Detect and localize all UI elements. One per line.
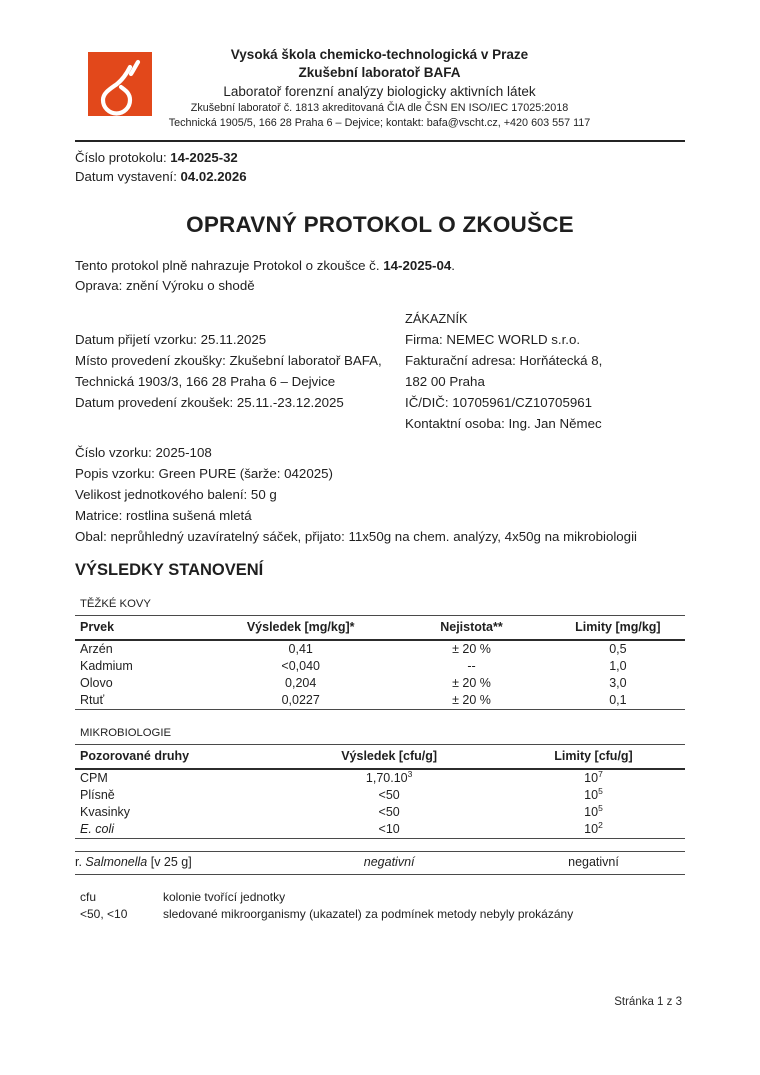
replacement-prefix: Tento protokol plně nahrazuje Protokol o zkoušce č.	[75, 258, 384, 273]
customer-company-line: Firma: NEMEC WORLD s.r.o.	[405, 332, 581, 347]
heavy-metals-table	[75, 615, 685, 710]
organism-limit	[502, 821, 685, 839]
replacement-note	[75, 256, 685, 296]
protocol-number-label: Číslo protokolu:	[75, 150, 171, 165]
footnote-detection	[75, 906, 685, 923]
laboratory-subtitle: Laboratoř forenzní analýzy biologicky aktivních látek	[223, 84, 536, 99]
metal-result: <0,040	[281, 659, 320, 673]
sample-matrix-line: Matrice: rostlina sušená mletá	[75, 508, 252, 523]
customer-heading: ZÁKAZNÍK	[405, 311, 468, 326]
page-title: OPRAVNÝ PROTOKOL O ZKOUŠCE	[186, 212, 574, 237]
organism-limit-base: 10	[584, 771, 599, 785]
organism-result-base: <50	[378, 788, 400, 802]
footnote-term: cfu	[80, 890, 97, 904]
metal-limit: 3,0	[609, 676, 627, 690]
organism-name: E. coli	[80, 822, 115, 836]
customer-billing-line: Fakturační adresa: Horňátecká 8,	[405, 353, 603, 368]
col-druhy: Pozorované druhy	[75, 745, 276, 770]
col-limity-mgkg: Limity [mg/kg]	[551, 616, 685, 641]
organism-result-base: <10	[378, 822, 400, 836]
organism-name: Kvasinky	[80, 805, 131, 819]
organism-name: Plísně	[80, 788, 115, 802]
metal-uncertainty: --	[467, 659, 476, 673]
metal-uncertainty: ± 20 %	[452, 676, 491, 690]
microbiology-header-row	[75, 745, 685, 770]
salmonella-row	[75, 852, 685, 875]
metal-limit: 0,5	[609, 642, 627, 656]
customer-contact-line: Kontaktní osoba: Ing. Jan Němec	[405, 416, 602, 431]
metal-name: Arzén	[80, 642, 113, 656]
letterhead-text	[152, 46, 685, 131]
sample-number-line: Číslo vzorku: 2025-108	[75, 445, 212, 460]
sample-description-line: Popis vzorku: Green PURE (šarže: 042025)	[75, 466, 333, 481]
table-row	[75, 804, 685, 821]
testing-address-line: Technická 1903/3, 166 28 Praha 6 – Dejvice	[75, 374, 336, 389]
organism-limit-base: 10	[584, 788, 599, 802]
metal-result: 0,41	[288, 642, 313, 656]
col-vysledek-cfug: Výsledek [cfu/g]	[276, 745, 502, 770]
info-columns	[75, 308, 685, 434]
protocol-number-value: 14-2025-32	[170, 150, 238, 165]
salmonella-limit: negativní	[568, 855, 619, 869]
metal-result: 0,204	[285, 676, 317, 690]
testing-info	[75, 308, 405, 434]
organism-result-exponent: 3	[407, 768, 413, 779]
protocol-meta	[75, 148, 685, 186]
sample-unit-size-line: Velikost jednotkového balení: 50 g	[75, 487, 277, 502]
organism-result	[276, 769, 502, 787]
organism-limit-exponent: 2	[598, 819, 603, 830]
organism-limit-exponent: 5	[598, 785, 603, 796]
metal-name: Rtuť	[80, 693, 105, 707]
metal-result: 0,0227	[281, 693, 320, 707]
organism-limit	[502, 804, 685, 821]
organism-result	[276, 787, 502, 804]
correction-line: Oprava: znění Výroku o shodě	[75, 278, 255, 293]
laboratory-name: Zkušební laboratoř BAFA	[298, 65, 461, 80]
organism-limit-exponent: 7	[598, 768, 603, 779]
table-row	[75, 675, 685, 692]
metal-limit: 0,1	[609, 693, 627, 707]
col-limity-cfug: Limity [cfu/g]	[502, 745, 685, 770]
testing-place-line: Místo provedení zkoušky: Zkušební laboratoř BAFA,	[75, 353, 382, 368]
organism-result-base: <50	[378, 805, 400, 819]
contact-line: Technická 1905/5, 166 28 Praha 6 – Dejvice; kontakt: bafa@vscht.cz, +420 603 557 117	[168, 117, 591, 129]
heavy-metals-header-row	[75, 616, 685, 641]
salmonella-result: negativní	[363, 855, 415, 869]
protocol-number-line	[75, 148, 685, 167]
issue-date-label: Datum vystavení:	[75, 169, 181, 184]
sample-info	[75, 442, 685, 547]
organism-limit	[502, 787, 685, 804]
testing-dates-line: Datum provedení zkoušek: 25.11.-23.12.2025	[75, 395, 344, 410]
replacement-suffix: .	[451, 258, 455, 273]
issue-date-line	[75, 167, 685, 186]
customer-city-line: 182 00 Praha	[405, 374, 485, 389]
organism-limit-base: 10	[584, 805, 599, 819]
metal-limit: 1,0	[609, 659, 627, 673]
replacement-sentence	[75, 256, 685, 276]
table-row	[75, 821, 685, 839]
receipt-date-line: Datum přijetí vzorku: 25.11.2025	[75, 332, 267, 347]
results-heading: VÝSLEDKY STANOVENÍ	[75, 561, 264, 579]
footnote-term: <50, <10	[80, 907, 128, 921]
issue-date-value: 04.02.2026	[180, 169, 247, 184]
footnote-cfu	[75, 889, 685, 906]
organism-limit-base: 10	[584, 822, 599, 836]
table-row	[75, 658, 685, 675]
organism-name: CPM	[80, 771, 108, 785]
organism-limit	[502, 769, 685, 787]
customer-info	[405, 308, 685, 434]
footnote-definition: kolonie tvořící jednotky	[163, 890, 286, 904]
col-vysledek-mgkg: Výsledek [mg/kg]*	[209, 616, 392, 641]
metal-uncertainty: ± 20 %	[452, 693, 491, 707]
col-prvek: Prvek	[75, 616, 209, 641]
microbiology-table	[75, 744, 685, 839]
microbiology-caption: MIKROBIOLOGIE	[80, 727, 172, 739]
salmonella-genus: Salmonella	[85, 855, 148, 869]
salmonella-prefix: r.	[75, 855, 86, 869]
organism-result-base: 1,70.10	[365, 771, 408, 785]
footnotes	[75, 889, 685, 923]
letterhead-divider	[75, 140, 685, 142]
vscht-logo-icon	[88, 52, 152, 116]
organism-result	[276, 821, 502, 839]
table-row	[75, 692, 685, 710]
metal-name: Kadmium	[80, 659, 133, 673]
institution-name: Vysoká škola chemicko-technologická v Praze	[230, 47, 529, 62]
salmonella-suffix: [v 25 g]	[147, 855, 192, 869]
sample-packaging-line: Obal: neprůhledný uzavíratelný sáček, přijato: 11x50g na chem. analýzy, 4x50g na mikrobiologii	[75, 529, 637, 544]
replaced-protocol-number: 14-2025-04	[383, 258, 452, 273]
customer-id-line: IČ/DIČ: 10705961/CZ10705961	[405, 395, 593, 410]
col-nejistota: Nejistota**	[392, 616, 551, 641]
metal-name: Olovo	[80, 676, 113, 690]
table-row	[75, 787, 685, 804]
table-row	[75, 769, 685, 787]
salmonella-table	[75, 851, 685, 875]
page-number: Stránka 1 z 3	[614, 996, 682, 1008]
footnote-definition: sledované mikroorganismy (ukazatel) za podmínek metody nebyly prokázány	[163, 907, 574, 921]
letterhead	[75, 46, 685, 131]
heavy-metals-caption: TĚŽKÉ KOVY	[80, 598, 151, 610]
metal-uncertainty: ± 20 %	[452, 642, 491, 656]
accreditation-line: Zkušební laboratoř č. 1813 akreditovaná ČIA dle ČSN EN ISO/IEC 17025:2018	[190, 102, 569, 114]
table-row	[75, 640, 685, 658]
organism-result	[276, 804, 502, 821]
organism-limit-exponent: 5	[598, 802, 603, 813]
salmonella-name	[75, 852, 276, 875]
